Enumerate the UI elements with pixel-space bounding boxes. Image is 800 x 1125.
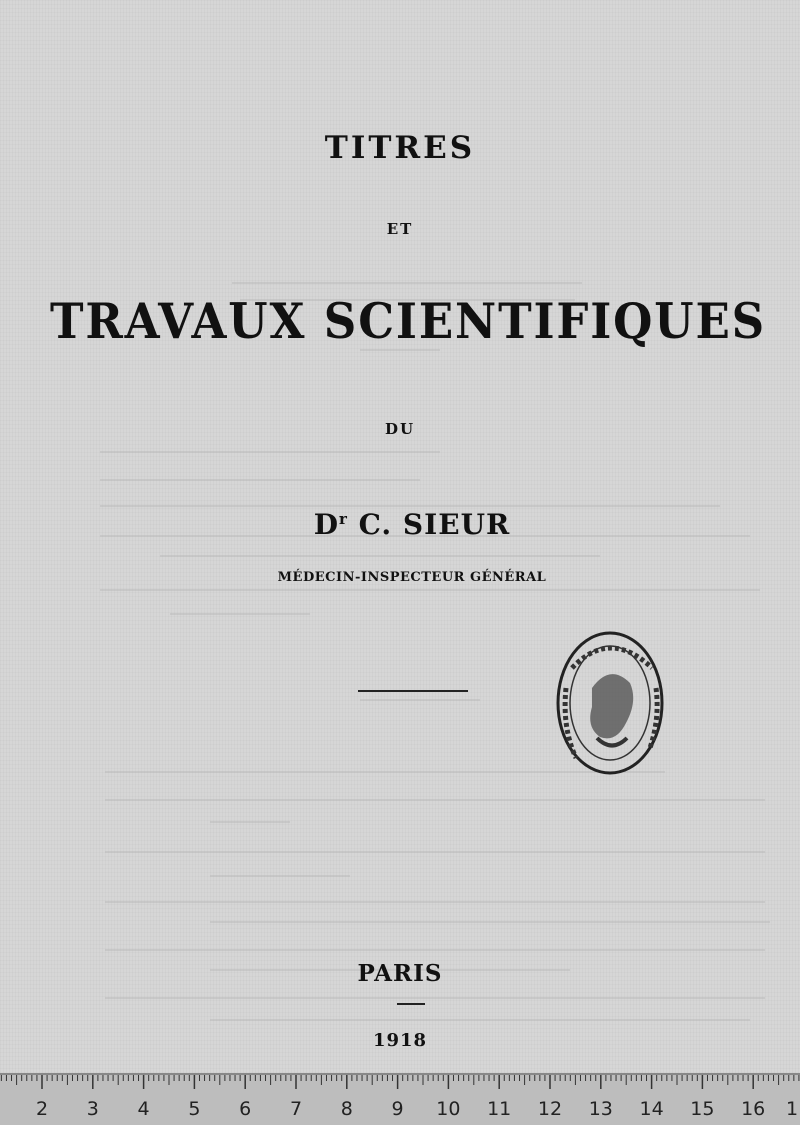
author-prefix-sup: r bbox=[338, 510, 348, 528]
ruler-label: 7 bbox=[289, 1098, 303, 1120]
ruler-label: 1 bbox=[785, 1098, 799, 1120]
author-name bbox=[12, 508, 800, 541]
city-dash bbox=[397, 1003, 425, 1005]
ruler-label: 15 bbox=[690, 1098, 715, 1120]
library-stamp bbox=[552, 628, 670, 778]
horizontal-rule bbox=[358, 690, 468, 692]
ruler-scale bbox=[0, 1075, 800, 1125]
ruler-label: 5 bbox=[188, 1098, 201, 1120]
ruler-label: 12 bbox=[537, 1098, 563, 1120]
title-titres: TITRES bbox=[324, 130, 476, 166]
author-surname: C. SIEUR bbox=[347, 508, 511, 541]
ruler-label: 2 bbox=[35, 1098, 49, 1120]
ruler-label: 11 bbox=[487, 1098, 512, 1120]
preposition-du: DU bbox=[384, 420, 416, 438]
year: 1918 bbox=[372, 1030, 428, 1051]
author-prefix: D bbox=[313, 508, 339, 541]
author-rank: MÉDECIN-INSPECTEUR GÉNÉRAL bbox=[277, 570, 547, 585]
ruler-label: 6 bbox=[239, 1098, 252, 1120]
title-travaux-scientifiques: TRAVAUX SCIENTIFIQUES bbox=[49, 292, 767, 350]
ruler-label: 13 bbox=[588, 1098, 613, 1120]
ruler-label: 10 bbox=[436, 1098, 461, 1120]
ruler-label: 14 bbox=[639, 1098, 664, 1120]
ruler-label: 8 bbox=[340, 1098, 353, 1120]
city: PARIS bbox=[357, 960, 443, 987]
ruler-label: 16 bbox=[741, 1098, 766, 1120]
title-et: ET bbox=[386, 220, 414, 238]
ruler-label: 4 bbox=[137, 1098, 150, 1120]
ruler-label: 9 bbox=[391, 1098, 404, 1120]
ruler-label: 3 bbox=[86, 1098, 99, 1120]
measuring-ruler bbox=[0, 1073, 800, 1125]
